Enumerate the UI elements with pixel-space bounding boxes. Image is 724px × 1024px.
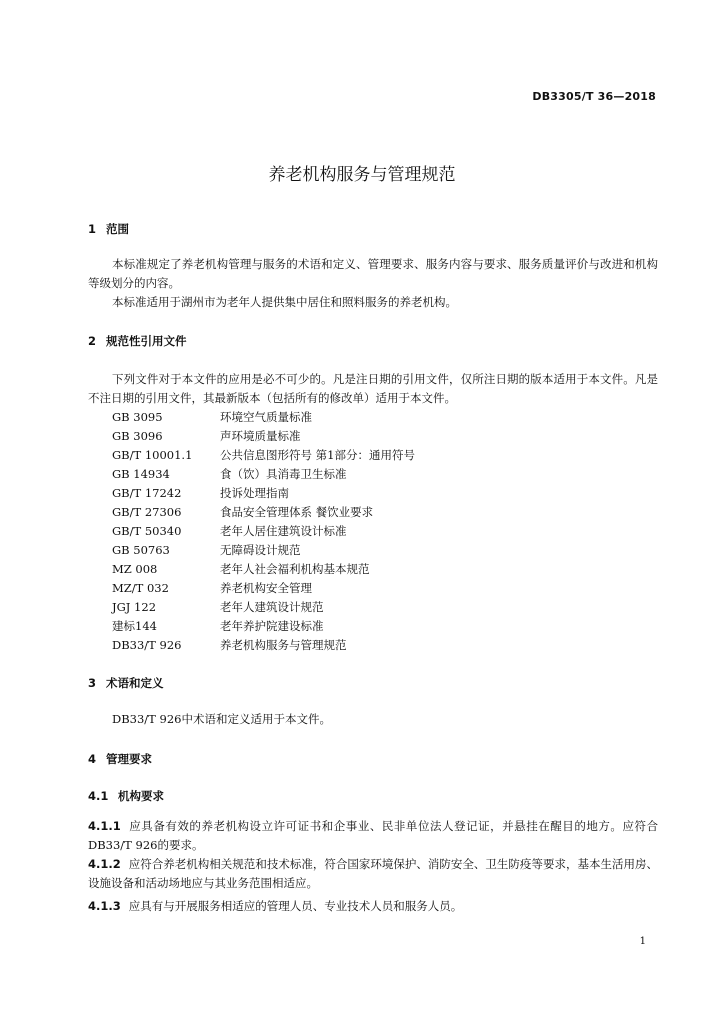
reference-name: 食品安全管理体系 餐饮业要求: [220, 505, 374, 519]
section-number: 3: [88, 676, 97, 690]
reference-code: GB/T 10001.1: [112, 448, 193, 462]
reference-name: 公共信息图形符号 第1部分：通用符号: [220, 448, 415, 462]
section-title: 规范性引用文件: [106, 334, 187, 348]
reference-item: [112, 598, 415, 617]
clause-text: 应符合养老机构相关规范和技术标准，符合国家环境保护、消防安全、卫生防疫等要求，基本生活用房、设施设备和活动场地应与其业务范围相适应。: [88, 857, 658, 890]
reference-code: GB/T 17242: [112, 486, 182, 500]
section-1-paragraph-2: 本标准适用于湖州市为老年人提供集中居住和照料服务的养老机构。: [112, 295, 457, 309]
reference-name: 环境空气质量标准: [220, 410, 312, 424]
reference-item: [112, 522, 415, 541]
clause-number: 4.1.3: [88, 899, 121, 913]
reference-code: MZ 008: [112, 562, 158, 576]
reference-item: [112, 541, 415, 560]
section-title: 范围: [106, 222, 129, 236]
clause-text: 应具备有效的养老机构设立许可证书和企事业、民非单位法人登记证，并悬挂在醒目的地方。应符合 DB33/T 926的要求。: [88, 819, 658, 852]
reference-item: [112, 636, 415, 655]
reference-item: [112, 560, 415, 579]
clause-4-1-3: [88, 897, 658, 916]
reference-item: [112, 484, 415, 503]
reference-name: 养老机构安全管理: [220, 581, 312, 595]
section-title: 术语和定义: [106, 676, 164, 690]
reference-code: 建标144: [112, 619, 157, 633]
reference-code: MZ/T 032: [112, 581, 169, 595]
reference-name: 老年人居住建筑设计标准: [220, 524, 347, 538]
subsection-4-1-heading: [88, 788, 164, 804]
section-2-heading: [88, 333, 187, 349]
section-number: 1: [88, 222, 97, 236]
reference-name: 养老机构服务与管理规范: [220, 638, 347, 652]
reference-item: [112, 408, 415, 427]
reference-code: JGJ 122: [112, 600, 157, 614]
page-number: 1: [639, 936, 646, 947]
reference-name: 食（饮）具消毒卫生标准: [220, 467, 347, 481]
section-number: 4: [88, 752, 97, 766]
clause-number: 4.1.2: [88, 857, 121, 871]
reference-item: [112, 503, 415, 522]
section-3-heading: [88, 675, 164, 691]
reference-name: 老年人建筑设计规范: [220, 600, 324, 614]
reference-code: GB 50763: [112, 543, 170, 557]
reference-item: [112, 579, 415, 598]
reference-code: DB33/T 926: [112, 638, 182, 652]
reference-code: GB/T 27306: [112, 505, 182, 519]
section-title: 管理要求: [106, 752, 152, 766]
reference-code: GB 3095: [112, 410, 163, 424]
section-1-heading: [88, 221, 129, 237]
clause-text: 应具有与开展服务相适应的管理人员、专业技术人员和服务人员。: [128, 899, 463, 913]
section-number: 2: [88, 334, 97, 348]
reference-code: GB 14934: [112, 467, 170, 481]
reference-name: 声环境质量标准: [220, 429, 301, 443]
section-3-paragraph: DB33/T 926中术语和定义适用于本文件。: [112, 712, 331, 726]
reference-code: GB 3096: [112, 429, 163, 443]
reference-name: 投诉处理指南: [220, 486, 289, 500]
reference-name: 老年养护院建设标准: [220, 619, 324, 633]
reference-list: [112, 408, 415, 655]
reference-item: [112, 465, 415, 484]
reference-name: 老年人社会福利机构基本规范: [220, 562, 370, 576]
reference-name: 无障碍设计规范: [220, 543, 301, 557]
clause-4-1-2: [88, 855, 658, 893]
section-2-intro: 下列文件对于本文件的应用是必不可少的。凡是注日期的引用文件，仅所注日期的版本适用于本文件。凡是不注日期的引用文件，其最新版本（包括所有的修改单）适用于本文件。: [88, 372, 658, 405]
reference-item: [112, 446, 415, 465]
clause-4-1-1: [88, 817, 658, 855]
clause-number: 4.1.1: [88, 819, 121, 833]
document-code: DB3305/T 36—2018: [532, 90, 656, 103]
subsection-title: 机构要求: [118, 789, 164, 803]
subsection-number: 4.1: [88, 789, 109, 803]
section-4-heading: [88, 751, 152, 767]
reference-item: [112, 427, 415, 446]
section-1-paragraph-1: 本标准规定了养老机构管理与服务的术语和定义、管理要求、服务内容与要求、服务质量评价与改进和机构等级划分的内容。: [88, 257, 658, 290]
reference-item: [112, 617, 415, 636]
reference-code: GB/T 50340: [112, 524, 182, 538]
document-title: 养老机构服务与管理规范: [268, 165, 456, 185]
